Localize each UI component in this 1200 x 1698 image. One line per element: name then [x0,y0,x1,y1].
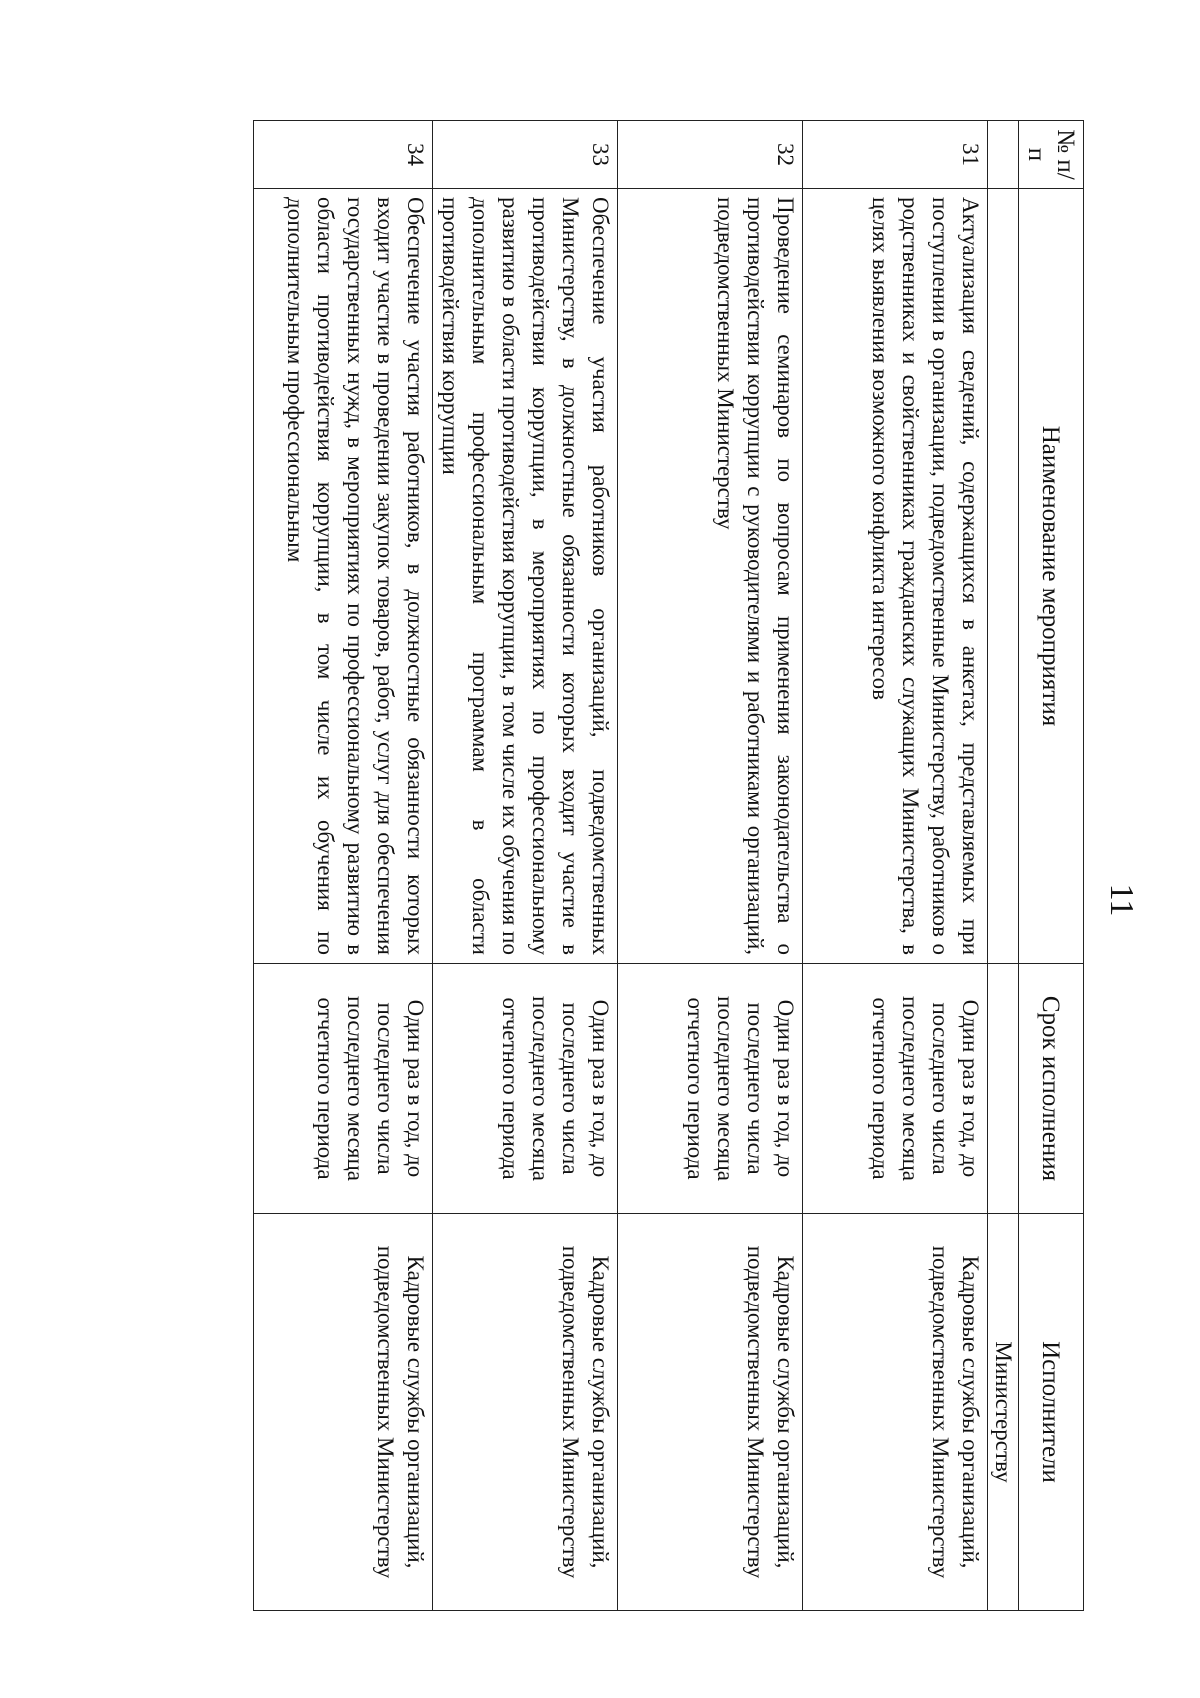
row-executors: Кадровые службы организаций, подведомственных Министерству [433,1214,618,1611]
cont-executors: Министерству [988,1214,1019,1611]
row-deadline: Один раз в год, до последнего числа последнего месяца отчетного периода [433,964,618,1214]
row-deadline: Один раз в год, до последнего числа последнего месяца отчетного периода [254,964,433,1214]
row-name: Обеспечение участия работников организаций, подведомственных Министерству, в должностные обязанности которых входит участие в противодействии коррупции, в мероприятиях по профессиональному развитию в области противодействия коррупции, в том числе их обучения по дополнительным профессиональным программам в области противодействия коррупции [433,189,618,964]
header-executors: Исполнители [1019,1214,1084,1611]
row-num: 32 [618,121,803,189]
rotated-document-page [140,70,1150,1620]
table-row [433,121,618,1611]
row-deadline: Один раз в год, до последнего числа последнего месяца отчетного периода [618,964,803,1214]
row-name: Актуализация сведений, содержащихся в анкетах, представляемых при поступлении в организации, подведомственные Министерству, работников о родственниках и свойственниках гражданских служащих Министерства, в целях выявления возможного конфликта интересов [803,189,988,964]
table-row [618,121,803,1611]
table-row [803,121,988,1611]
header-deadline: Срок исполнения [1019,964,1084,1214]
page-number: 11 [1103,883,1140,917]
row-name: Проведение семинаров по вопросам применения законодательства о противодействии коррупции с руководителями и работниками организаций, подведомственных Министерству [618,189,803,964]
row-num: 31 [803,121,988,189]
header-num: № п/п [1019,121,1084,189]
row-executors: Кадровые службы организаций, подведомственных Министерству [803,1214,988,1611]
row-executors: Кадровые службы организаций, подведомственных Министерству [254,1214,433,1611]
row-executors: Кадровые службы организаций, подведомственных Министерству [618,1214,803,1611]
row-deadline: Один раз в год, до последнего числа последнего месяца отчетного периода [803,964,988,1214]
continuation-row [988,121,1019,1611]
cont-num [988,121,1019,189]
cont-deadline [988,964,1019,1214]
row-num: 34 [254,121,433,189]
row-name: Обеспечение участия работников, в должностные обязанности которых входит участие в проведении закупок товаров, работ, услуг для обеспечения государственных нужд, в мероприятиях по профессиональному развитию в области противодействия коррупции, в том числе их обучения по дополнительным профессиональным [254,189,433,964]
header-name: Наименование мероприятия [1019,189,1084,964]
table-row [254,121,433,1611]
row-num: 33 [433,121,618,189]
measures-table [253,120,1084,1611]
table-header-row [1019,121,1084,1611]
cont-name [988,189,1019,964]
